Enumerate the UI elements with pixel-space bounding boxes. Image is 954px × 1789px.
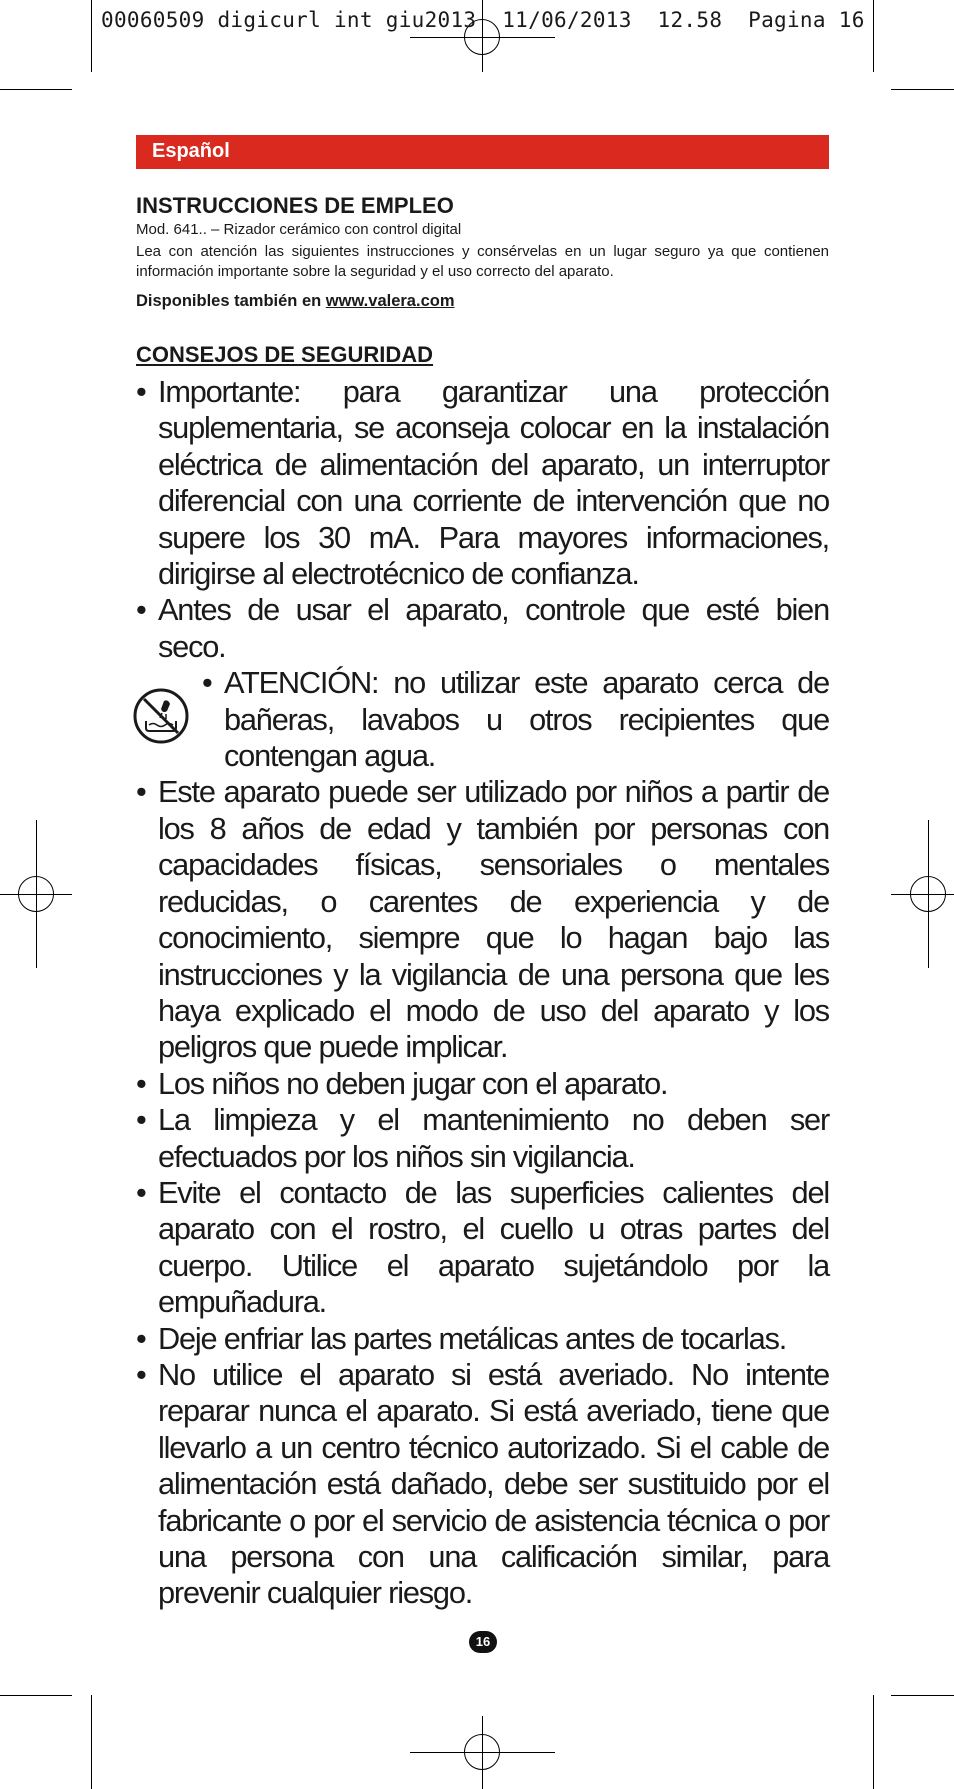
no-water-bath-icon [132, 687, 190, 745]
list-item [136, 665, 829, 774]
safety-heading: CONSEJOS DE SEGURIDAD [136, 342, 434, 367]
warning-text: ATENCIÓN: no utilizar este aparato cerca de bañeras, lavabos u otros recipientes que contengan agua. [224, 665, 829, 774]
language-label: Español [152, 140, 230, 162]
list-item: • Este aparato puede ser utilizado por niños a partir de los 8 años de edad y también por personas con capacidades físicas, sensoriales o mentales reducidas, o carentes de experiencia y de conocimiento, siempre que lo hagan bajo las instrucciones y la vigilancia de una persona que les haya explicado el modo de uso del aparato y los peligros que puede implicar. [136, 774, 829, 1065]
list-item: • La limpieza y el mantenimiento no deben ser efectuados por los niños sin vigilancia. [136, 1102, 829, 1175]
valera-link[interactable]: www.valera.com [325, 292, 455, 310]
safety-list [136, 374, 829, 1612]
available-line [136, 292, 455, 311]
intro-text: Lea con atención las siguientes instrucciones y consérvelas en un lugar seguro ya que contienen información importante sobre la seguridad y el uso correcto del aparato. [136, 243, 829, 280]
language-bar [136, 135, 829, 169]
list-item: • Evite el contacto de las superficies calientes del aparato con el rostro, el cuello u otras partes del cuerpo. Utilice el aparato sujetándolo por la empuñadura. [136, 1175, 829, 1321]
list-item: • Importante: para garantizar una protección suplementaria, se aconseja colocar en la instalación eléctrica de alimentación del aparato, un interruptor diferencial con una corriente de intervención que no supere los 30 mA. Para mayores informaciones, dirigirse al electrotécnico de confianza. [136, 374, 829, 592]
instructions-title: INSTRUCCIONES DE EMPLEO [136, 193, 454, 218]
available-prefix: Disponibles también en [136, 292, 326, 310]
model-line: Mod. 641.. – Rizador cerámico con control digital [136, 221, 462, 238]
list-item: • No utilice el aparato si está averiado. No intente reparar nunca el aparato. Si está averiado, tiene que llevarlo a un centro técnico autorizado. Si el cable de alimentación está dañado, debe ser sustituido por el fabricante o por el servicio de asistencia técnica o por una persona con una calificación similar, para prevenir cualquier riesgo. [136, 1357, 829, 1612]
print-header: 00060509 digicurl int giu2013 11/06/2013 12.58 Pagina 16 [101, 8, 865, 32]
list-item: • Antes de usar el aparato, controle que esté bien seco. [136, 592, 829, 665]
list-item: • Los niños no deben jugar con el aparato. [136, 1066, 829, 1102]
list-item: • Deje enfriar las partes metálicas antes de tocarlas. [136, 1321, 829, 1357]
page-number: 16 [469, 1631, 497, 1653]
